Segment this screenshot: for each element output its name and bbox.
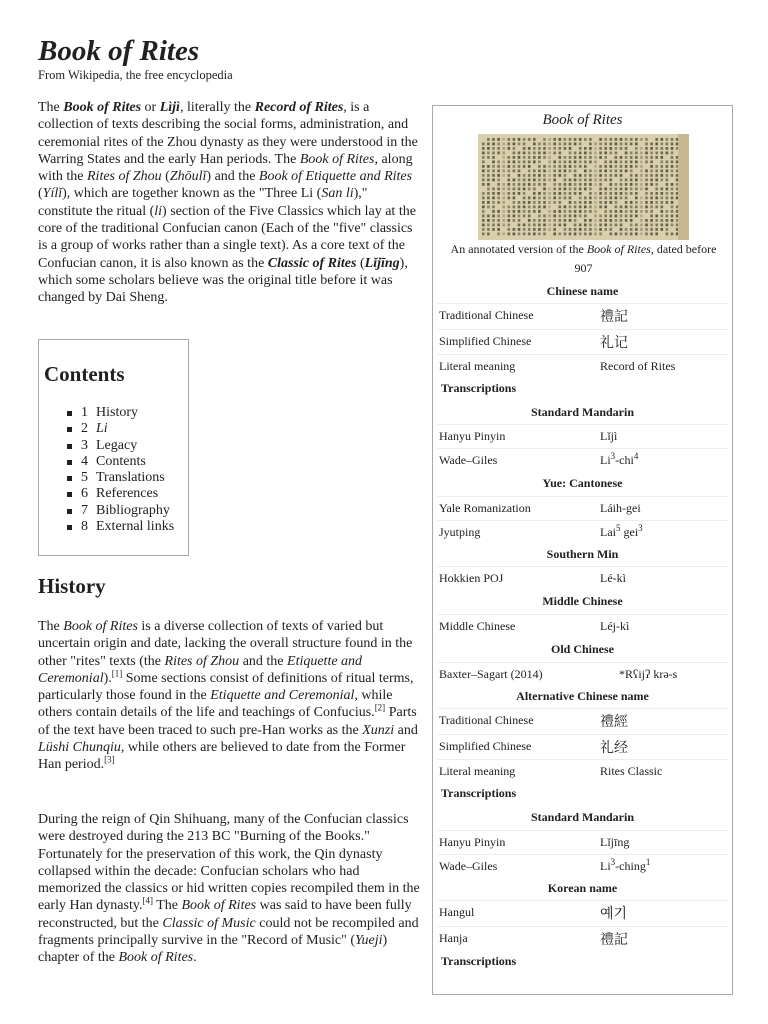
infobox-value: Li$^3$-ching$^1$ (600, 857, 651, 873)
toc-item[interactable] (65, 519, 174, 535)
toc-item[interactable] (65, 405, 174, 421)
infobox-label[interactable]: Simplified Chinese (439, 334, 532, 348)
italic-term[interactable]: Book of Rites (63, 619, 138, 634)
infobox-section-header (437, 685, 728, 707)
infobox-value: 禮經 (600, 714, 628, 730)
infobox-section-header (437, 543, 728, 565)
text-run: was said to have been fully reconstructed, but the (38, 898, 412, 931)
text-run: and (394, 722, 418, 738)
infobox-label[interactable]: Literal meaning (439, 359, 516, 373)
text-run: , along with the (38, 151, 413, 185)
tone-number: 5 (616, 523, 621, 533)
text-run: is a diverse collection of texts of varied but uncertain origin and date, lacking the overall structure found in the other "rites" texts (the (38, 619, 413, 669)
infobox-label[interactable]: Wade–Giles (439, 453, 498, 467)
italic-term[interactable]: Zhōulǐ (169, 169, 207, 185)
infobox-label[interactable]: Hanyu Pinyin (439, 835, 506, 849)
toc-number: 5 (81, 470, 88, 486)
toc-number: 8 (81, 519, 88, 535)
infobox-value: 禮記 (600, 932, 628, 948)
text-run: ( (356, 255, 365, 271)
toc-link[interactable]: History (96, 405, 138, 420)
text-run: ( (161, 169, 170, 185)
infobox-value: Léj-kì (600, 619, 630, 633)
italic-term[interactable]: Yílǐ (42, 186, 63, 202)
toc-link[interactable]: External links (96, 519, 175, 535)
text-run: ), which some scholars believe was the original title before it was changed by Dai Sheng. (38, 255, 408, 306)
text-run: ( (38, 186, 43, 202)
toc-item[interactable] (65, 454, 174, 470)
section-header-text: Yue: Cantonese (542, 476, 623, 490)
infobox-value: Lai$^5$ gei$^3$ (600, 523, 643, 539)
infobox-label[interactable]: Yale Romanization (439, 501, 531, 515)
section-header-text: Standard Mandarin (530, 810, 635, 824)
text-run: ), which are together known as the "Three Li ( (62, 186, 322, 202)
infobox-label[interactable]: Hokkien POJ (439, 571, 504, 585)
toc-item[interactable] (65, 421, 174, 437)
italic-term[interactable]: Lüshi Chunqiu (38, 740, 121, 756)
infobox-section-header (437, 401, 728, 423)
text-run: and the (239, 653, 288, 669)
manuscript-image[interactable] (478, 134, 689, 240)
citation-link[interactable]: [3] (104, 754, 115, 765)
infobox-row (437, 926, 728, 950)
infobox-row (437, 734, 728, 758)
text-run: ). (103, 670, 112, 686)
infobox-section-header (437, 472, 728, 494)
infobox-label[interactable]: Hanja (439, 931, 468, 945)
text-run: The (38, 619, 64, 634)
transcriptions-text: Transcriptions (441, 381, 517, 395)
tone-number: 3 (638, 523, 643, 533)
italic-term[interactable]: Xunzi (362, 722, 395, 738)
text-run: , while others contain details of the life and teachings of Confucius. (38, 688, 393, 721)
transcriptions-label (437, 377, 728, 399)
text-run: , is a collection of texts describing the social forms, administration, and ceremonial rites of the Zhou dynasty as they were understood in the Warring States and the early Han periods. The (38, 100, 418, 167)
transcriptions-label (437, 950, 728, 972)
italic-term[interactable]: Etiquette and Ceremonial (210, 688, 355, 704)
image-caption (443, 240, 724, 278)
infobox-row (437, 759, 728, 783)
infobox-label[interactable]: Traditional Chinese (439, 308, 534, 322)
infobox-caption: Book of Rites (542, 112, 623, 128)
history-heading: History (38, 574, 106, 598)
infobox-section-header (437, 806, 728, 828)
infobox-section-header (437, 280, 728, 302)
toc-link[interactable]: Li (96, 421, 108, 437)
infobox-value: Rites Classic (600, 764, 663, 778)
italic-term[interactable]: Rites of Zhou (87, 169, 162, 185)
text-run: The (38, 100, 64, 115)
emphasis-term[interactable]: Lǐjīng (364, 255, 400, 271)
tone-number: 3 (610, 857, 616, 867)
tone-number: 3 (610, 451, 616, 461)
italic-term[interactable]: Book of Rites (181, 898, 257, 914)
citation-link[interactable]: [4] (142, 895, 153, 906)
text-run: During the reign of Qin Shihuang, many of the Confucian classics were destroyed during the 213 BC "Burning of the Books." Fortunately for the preservation of this work, the Qin dynasty collapsed within the decade: Confucian scholars who had memorized the classics or hid written copies recompiled them in the early Han dynasty. (38, 812, 420, 914)
toc-item[interactable] (65, 486, 174, 502)
italic-term[interactable]: Yueji (355, 933, 383, 949)
italic-term[interactable]: Book of Rites (118, 950, 194, 966)
toc-link[interactable]: References (96, 486, 159, 502)
toc-item[interactable] (65, 438, 174, 454)
section-header-text: Chinese name (546, 284, 619, 298)
text-run: ) and the (206, 169, 259, 185)
section-header-text: Middle Chinese (542, 594, 623, 608)
italic-term[interactable]: San li (321, 186, 354, 202)
infobox-row (437, 662, 728, 686)
toc-number: 2 (81, 421, 88, 437)
transcriptions-label (437, 782, 728, 804)
infobox-row (437, 830, 728, 854)
page-title: Book of Rites (38, 35, 200, 67)
italic-term[interactable]: Rites of Zhou (164, 653, 240, 669)
italic-term[interactable]: Book of Rites (586, 242, 651, 256)
italic-term[interactable]: Book of Rites (299, 151, 375, 167)
text-run: could not be recompiled and fragments principally survive in the "Record of Music" ( (38, 915, 419, 949)
text-run: , dated before 907 (574, 242, 717, 275)
text-run: Parts of the text have been traced to such pre-Han works as the (38, 705, 417, 738)
text-run: The (152, 898, 182, 914)
infobox-row (437, 496, 728, 520)
tone-number: 4 (633, 451, 639, 461)
infobox (432, 105, 733, 995)
infobox-section-header (437, 638, 728, 660)
toc-link[interactable]: Translations (96, 470, 165, 486)
toc-number: 3 (81, 437, 88, 453)
infobox-row (437, 614, 728, 638)
tone-number: 1 (645, 857, 651, 867)
text-run: ) section of the Five Classics which lay at the core of the traditional Confucian canon (Each of the "five" classics is a group of works rather than a single text). As a core text of the Confucian canon, it is also known as the (38, 203, 416, 271)
section-header-text: Korean name (547, 881, 618, 895)
section-header-text: Alternative Chinese name (516, 689, 649, 703)
toc-list (65, 405, 174, 535)
page-subtitle: From Wikipedia, the free encyclopedia (38, 68, 233, 82)
infobox-row (437, 520, 728, 544)
infobox-row (437, 854, 728, 878)
toc-link[interactable]: Contents (96, 453, 146, 469)
text-run: or (141, 100, 160, 115)
transcriptions-text: Transcriptions (441, 954, 517, 968)
infobox-section-header (437, 590, 728, 612)
text-run: , literally the (179, 100, 255, 115)
infobox-label[interactable]: Middle Chinese (439, 619, 516, 633)
text-run: . (193, 950, 197, 966)
infobox-label[interactable]: Hanyu Pinyin (439, 429, 506, 443)
infobox-section-header (437, 877, 728, 899)
infobox-value: Lǐjì (600, 429, 618, 443)
infobox-label[interactable]: Simplified Chinese (439, 739, 532, 753)
italic-term[interactable]: li (154, 203, 163, 219)
toc-number: 1 (81, 405, 88, 420)
infobox-value: Lé-kì (600, 571, 626, 585)
infobox-row (437, 708, 728, 732)
infobox-value: 礼记 (600, 335, 628, 351)
text-run: Some sections consist of definitions of ritual terms, particularly those found in the (38, 670, 414, 704)
table-of-contents (38, 339, 189, 556)
infobox-row (437, 424, 728, 448)
text-run: )," constitute the ritual ( (38, 186, 368, 219)
infobox-label[interactable]: Hangul (439, 905, 475, 919)
infobox-row (437, 303, 728, 327)
intro-paragraph (38, 99, 420, 307)
emphasis-term[interactable]: Record of Rites (254, 100, 344, 115)
italic-term[interactable]: Book of Etiquette and Rites (258, 169, 413, 185)
toc-item[interactable] (65, 503, 174, 519)
history-paragraph-2 (38, 811, 420, 967)
text-run: ) chapter of the (38, 933, 388, 966)
infobox-row (437, 448, 728, 472)
infobox-label[interactable]: Jyutping (439, 525, 481, 539)
infobox-label[interactable]: Traditional Chinese (439, 713, 534, 727)
text-run: An annotated version of the (450, 242, 587, 256)
italic-term[interactable]: Classic of Music (162, 915, 256, 931)
toc-link[interactable]: Legacy (96, 437, 138, 453)
infobox-row (437, 329, 728, 353)
section-header-text: Standard Mandarin (530, 405, 635, 419)
infobox-value: 礼经 (600, 740, 628, 756)
infobox-value: Li$^3$-chi$^4$ (600, 451, 639, 467)
infobox-value: *Rʕijʔ krə-s (619, 667, 678, 681)
toc-number: 6 (81, 486, 88, 502)
infobox-value: Láih-gei (600, 501, 641, 515)
toc-title: Contents (44, 362, 125, 386)
italic-term[interactable]: Etiquette and Ceremonial (38, 653, 363, 686)
infobox-value: 예기 (600, 906, 628, 922)
text-run: , while others are believed to date from the Former Han period. (38, 740, 406, 773)
emphasis-term[interactable]: Book of Rites (63, 100, 142, 115)
infobox-row (437, 354, 728, 378)
section-header-text: Old Chinese (550, 642, 614, 656)
citation-link[interactable]: [2] (374, 702, 386, 713)
toc-link[interactable]: Bibliography (96, 502, 170, 518)
section-header-text: Southern Min (546, 547, 619, 561)
infobox-row (437, 566, 728, 590)
infobox-label[interactable]: Baxter–Sagart (2014) (439, 667, 543, 681)
transcriptions-text: Transcriptions (441, 786, 517, 800)
infobox-label[interactable]: Literal meaning (439, 764, 516, 778)
toc-number: 7 (81, 502, 88, 518)
toc-number: 4 (81, 453, 88, 469)
emphasis-term[interactable]: Classic of Rites (267, 255, 357, 271)
infobox-row (437, 900, 728, 924)
infobox-value: 禮記 (600, 309, 628, 325)
infobox-value: Lǐjīng (600, 835, 630, 849)
infobox-value: Record of Rites (600, 359, 676, 373)
toc-item[interactable] (65, 470, 174, 486)
history-paragraph-1 (38, 618, 420, 774)
infobox-label[interactable]: Wade–Giles (439, 859, 498, 873)
citation-link[interactable]: [1] (111, 668, 123, 679)
emphasis-term[interactable]: Lìjì (159, 100, 180, 115)
